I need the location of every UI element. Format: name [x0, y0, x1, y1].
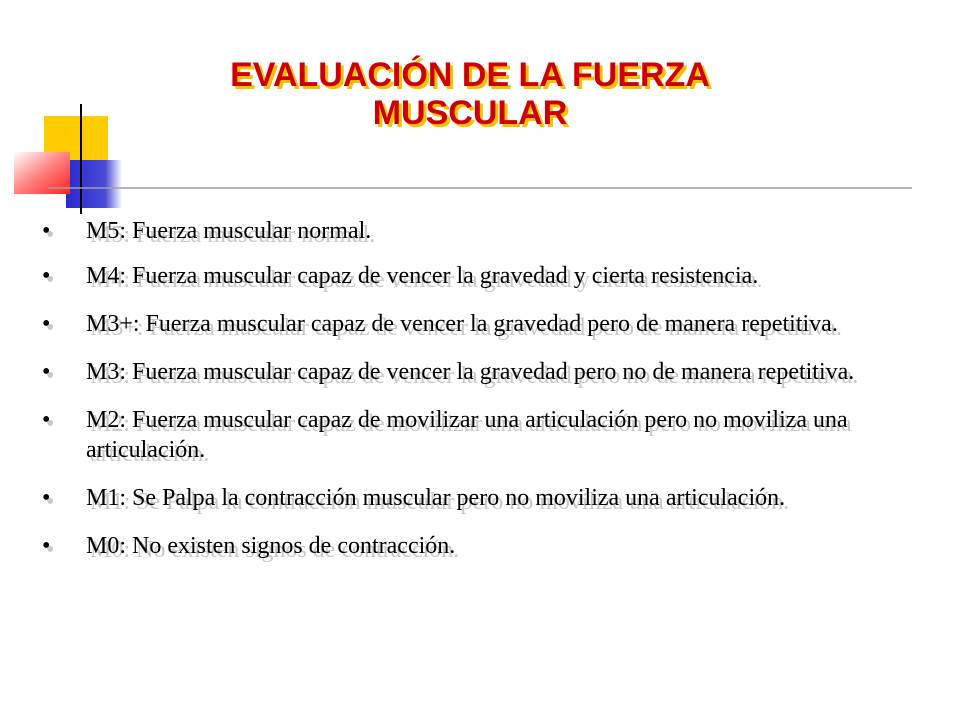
slide-title [150, 56, 790, 132]
list-item-text: M0: No existen signos de contracción. [86, 533, 456, 559]
bullet-icon: • [42, 359, 51, 385]
bullet-icon: • [42, 407, 51, 433]
list-item-text: M5: Fuerza muscular normal. [86, 218, 372, 244]
red-square [14, 152, 70, 194]
list-item [42, 216, 902, 246]
list-item-text: M4: Fuerza muscular capaz de vencer la gravedad y cierta resistencia. [86, 263, 759, 289]
list-item [42, 261, 902, 291]
list-item [42, 405, 902, 465]
list-item-text: M1: Se Palpa la contracción muscular pero no moviliza una articulación. [86, 485, 786, 511]
list-item-text: M3+: Fuerza muscular capaz de vencer la gravedad pero de manera repetitiva. [86, 311, 838, 337]
bullet-icon: • [42, 218, 51, 244]
list-item-text: M3: Fuerza muscular capaz de vencer la gravedad pero no de manera repetitiva. [86, 359, 855, 385]
list-item [42, 483, 902, 513]
yellow-square [44, 116, 108, 188]
bullet-icon: • [42, 533, 51, 559]
slide-title-line-1: EVALUACIÓN DE LA FUERZA [230, 56, 710, 94]
slide-title-line-2: MUSCULAR [372, 94, 568, 132]
bullet-icon: • [42, 263, 51, 289]
list-item-text: M2: Fuerza muscular capaz de movilizar una articulación pero no moviliza una articulación. [86, 407, 848, 463]
list-item [42, 357, 902, 387]
bullet-icon: • [42, 311, 51, 337]
muscle-strength-list [42, 216, 902, 576]
list-item [42, 309, 902, 339]
bullet-icon: • [42, 485, 51, 511]
list-item [42, 531, 902, 561]
blue-square [66, 160, 122, 208]
